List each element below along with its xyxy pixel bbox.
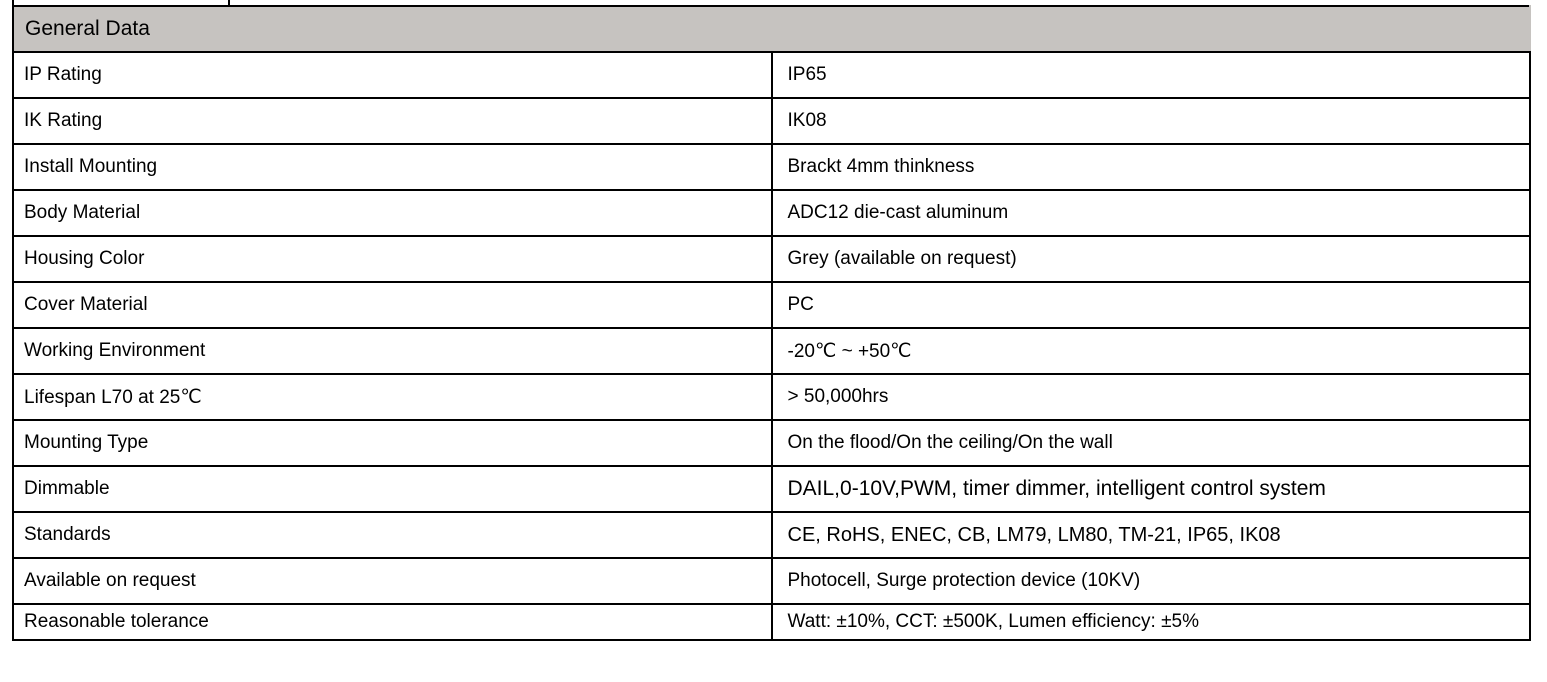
- row-label: IP Rating: [13, 52, 772, 98]
- row-value: -20℃ ~ +50℃: [772, 328, 1531, 374]
- row-label: Dimmable: [13, 466, 772, 512]
- row-value: IK08: [772, 98, 1531, 144]
- table-row-housing-color: [13, 236, 1530, 282]
- row-value: PC: [772, 282, 1531, 328]
- row-label: Mounting Type: [13, 420, 772, 466]
- table-row-mounting-type: [13, 420, 1530, 466]
- table-row-lifespan: [13, 374, 1530, 420]
- row-label: Working Environment: [13, 328, 772, 374]
- row-label: Body Material: [13, 190, 772, 236]
- table-row-ip-rating: [13, 52, 1530, 98]
- table-row-body-material: [13, 190, 1530, 236]
- table-row-dimmable: [13, 466, 1530, 512]
- row-value: CE, RoHS, ENEC, CB, LM79, LM80, TM-21, IP65, IK08: [772, 512, 1531, 558]
- section-title: General Data: [13, 6, 1530, 52]
- row-label: Available on request: [13, 558, 772, 604]
- table-row-ik-rating: [13, 98, 1530, 144]
- row-value: On the flood/On the ceiling/On the wall: [772, 420, 1531, 466]
- row-value: DAIL,0-10V,PWM, timer dimmer, intelligent control system: [772, 466, 1531, 512]
- row-value: Brackt 4mm thinkness: [772, 144, 1531, 190]
- table-row-available-on-request: [13, 558, 1530, 604]
- general-data-table: [12, 5, 1531, 641]
- row-label: Standards: [13, 512, 772, 558]
- row-label: Lifespan L70 at 25℃: [13, 374, 772, 420]
- row-value: ADC12 die-cast aluminum: [772, 190, 1531, 236]
- table-row-working-environment: [13, 328, 1530, 374]
- row-value: Grey (available on request): [772, 236, 1531, 282]
- table-row-reasonable-tolerance: [13, 604, 1530, 640]
- row-value: Watt: ±10%, CCT: ±500K, Lumen efficiency: ±5%: [772, 604, 1531, 640]
- table-row-install-mounting: [13, 144, 1530, 190]
- row-label: Reasonable tolerance: [13, 604, 772, 640]
- row-label: Cover Material: [13, 282, 772, 328]
- row-value: IP65: [772, 52, 1531, 98]
- row-label: Housing Color: [13, 236, 772, 282]
- table-row-cover-material: [13, 282, 1530, 328]
- row-value: > 50,000hrs: [772, 374, 1531, 420]
- row-label: Install Mounting: [13, 144, 772, 190]
- row-label: IK Rating: [13, 98, 772, 144]
- row-value: Photocell, Surge protection device (10KV): [772, 558, 1531, 604]
- table-row-standards: [13, 512, 1530, 558]
- section-header-row: [13, 6, 1530, 52]
